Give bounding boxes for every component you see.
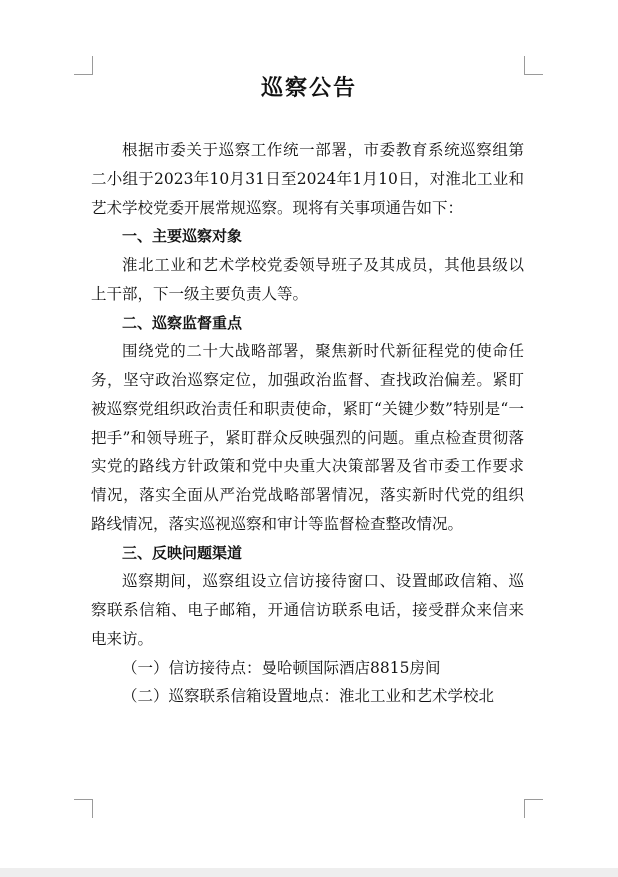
page-bottom-edge bbox=[0, 868, 618, 877]
section-heading: 三、反映问题渠道 bbox=[122, 543, 243, 562]
intro-paragraph: 根据市委关于巡察工作统一部署，市委教育系统巡察组第二小组于2023年10月31日至2024年1月10日，对淮北工业和艺术学校党委开展常规巡察。现将有关事项通告如下： bbox=[91, 141, 524, 217]
document-title: 巡察公告 bbox=[260, 75, 357, 101]
crop-mark-bottom-left bbox=[74, 799, 93, 818]
section-heading: 一、主要巡察对象 bbox=[122, 227, 243, 246]
body-paragraph: 淮北工业和艺术学校党委领导班子及其成员，其他县级以上干部，下一级主要负责人等。 bbox=[91, 256, 524, 303]
section-heading: 二、巡察监督重点 bbox=[122, 313, 243, 332]
document-body bbox=[91, 136, 524, 711]
body-paragraph: 围绕党的二十大战略部署，聚焦新时代新征程党的使命任务，坚守政治巡察定位，加强政治监督、查找政治偏差。紧盯被巡察党组织政治责任和职责使命，紧盯“关键少数”特别是“一把手”和领导班子，紧盯群众反映强烈的问题。重点检查贯彻落实党的路线方针政策和党中央重大决策部署及省市委工作要求情况，落实全面从严治党战略部署情况，落实新时代党的组织路线情况，落实巡视巡察和审计等监督检查整改情况。 bbox=[91, 342, 524, 533]
list-item: （一）信访接待点：曼哈顿国际酒店8815房间 bbox=[122, 658, 441, 677]
list-item: （二）巡察联系信箱设置地点：淮北工业和艺术学校北 bbox=[122, 687, 495, 706]
crop-mark-bottom-right bbox=[524, 799, 543, 818]
body-paragraph: 巡察期间，巡察组设立信访接待窗口、设置邮政信箱、巡察联系信箱、电子邮箱，开通信访联系电话，接受群众来信来电来访。 bbox=[91, 572, 524, 648]
